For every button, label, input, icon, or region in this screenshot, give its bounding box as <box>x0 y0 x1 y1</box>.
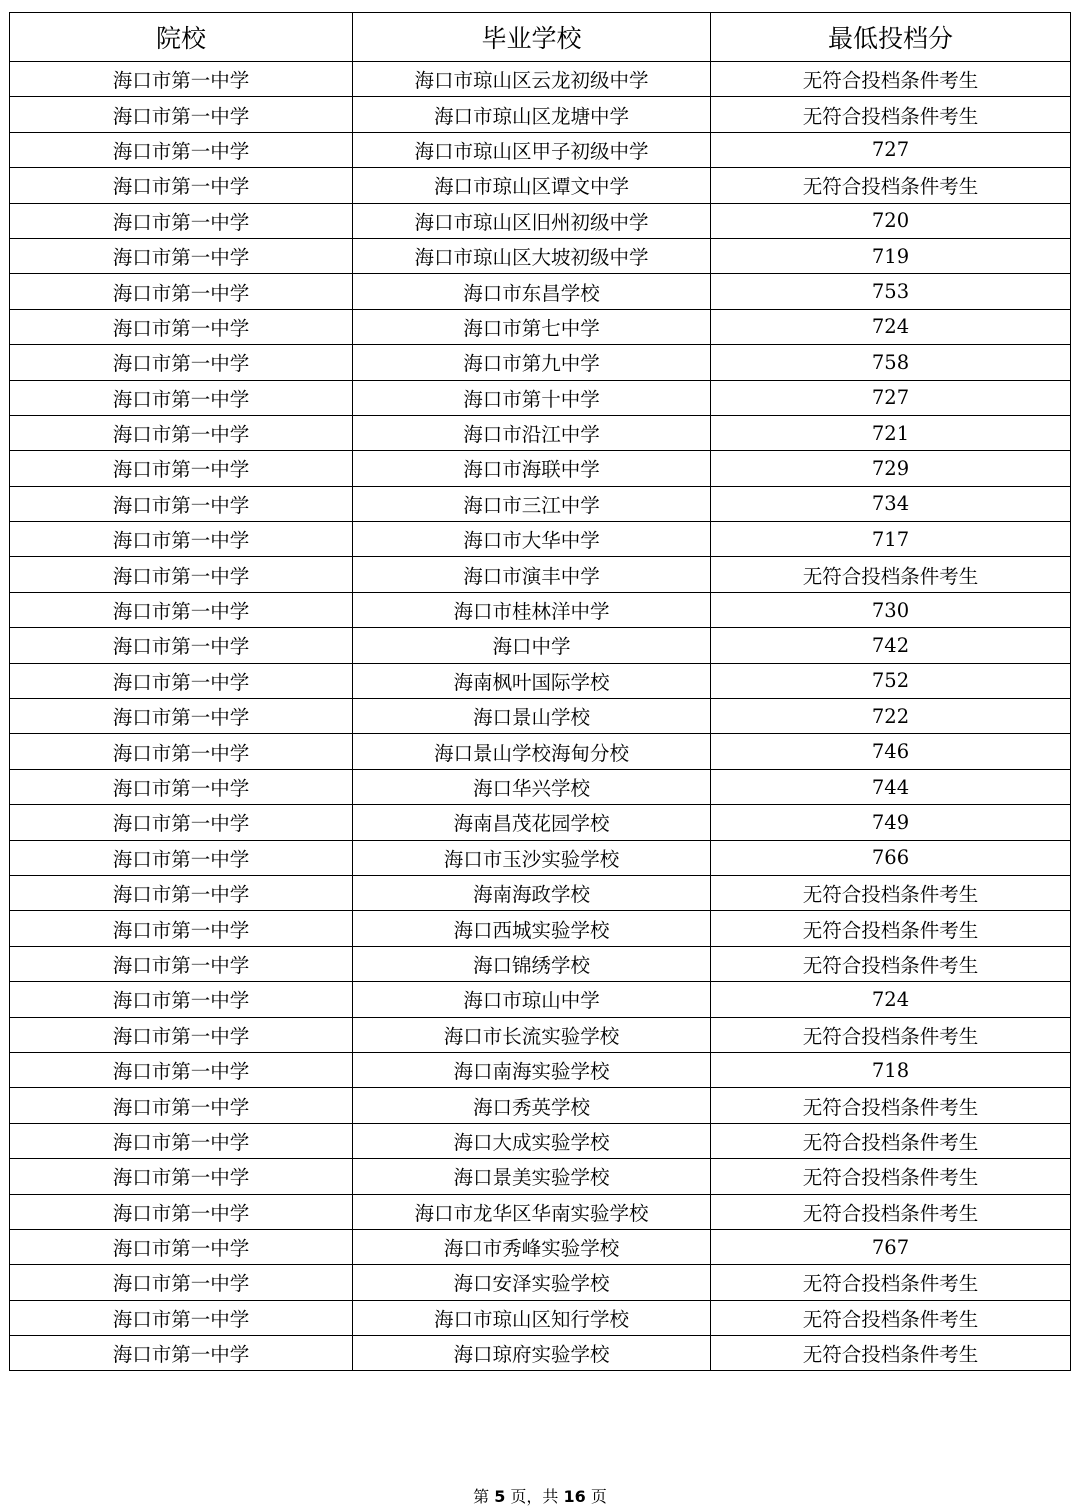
cell-graduation-school: 海口市玉沙实验学校 <box>353 840 711 875</box>
cell-institution: 海口市第一中学 <box>10 982 353 1017</box>
cell-min-score: 724 <box>711 982 1071 1017</box>
table-row <box>10 1229 1071 1264</box>
cell-institution: 海口市第一中学 <box>10 840 353 875</box>
table-row <box>10 1017 1071 1052</box>
cell-min-score: 无符合投档条件考生 <box>711 875 1071 910</box>
cell-institution: 海口市第一中学 <box>10 911 353 946</box>
cell-min-score: 721 <box>711 415 1071 450</box>
cell-institution: 海口市第一中学 <box>10 274 353 309</box>
table-row <box>10 628 1071 663</box>
table-row <box>10 345 1071 380</box>
cell-institution: 海口市第一中学 <box>10 132 353 167</box>
cell-graduation-school: 海口市大华中学 <box>353 522 711 557</box>
cell-graduation-school: 海口大成实验学校 <box>353 1123 711 1158</box>
cell-graduation-school: 海口市第十中学 <box>353 380 711 415</box>
table-row <box>10 274 1071 309</box>
cell-institution: 海口市第一中学 <box>10 415 353 450</box>
cell-institution: 海口市第一中学 <box>10 203 353 238</box>
cell-min-score: 722 <box>711 699 1071 734</box>
cell-institution: 海口市第一中学 <box>10 451 353 486</box>
cell-institution: 海口市第一中学 <box>10 238 353 273</box>
footer-suffix: 页 <box>590 1487 607 1506</box>
cell-min-score: 766 <box>711 840 1071 875</box>
cell-min-score: 无符合投档条件考生 <box>711 1265 1071 1300</box>
cell-graduation-school: 海口市桂林洋中学 <box>353 592 711 627</box>
cell-institution: 海口市第一中学 <box>10 734 353 769</box>
cell-institution: 海口市第一中学 <box>10 1336 353 1371</box>
cell-min-score: 无符合投档条件考生 <box>711 1123 1071 1158</box>
cell-min-score: 758 <box>711 345 1071 380</box>
cell-institution: 海口市第一中学 <box>10 1194 353 1229</box>
cell-graduation-school: 海口市琼山中学 <box>353 982 711 1017</box>
cell-institution: 海口市第一中学 <box>10 1159 353 1194</box>
footer-prefix: 第 <box>473 1487 490 1506</box>
cell-min-score: 749 <box>711 805 1071 840</box>
table-row <box>10 875 1071 910</box>
cell-graduation-school: 海口市沿江中学 <box>353 415 711 450</box>
cell-graduation-school: 海口市秀峰实验学校 <box>353 1229 711 1264</box>
cell-graduation-school: 海口景美实验学校 <box>353 1159 711 1194</box>
cell-institution: 海口市第一中学 <box>10 168 353 203</box>
cell-graduation-school: 海口秀英学校 <box>353 1088 711 1123</box>
table-row <box>10 699 1071 734</box>
cell-min-score: 无符合投档条件考生 <box>711 62 1071 97</box>
cell-graduation-school: 海口市琼山区甲子初级中学 <box>353 132 711 167</box>
cell-institution: 海口市第一中学 <box>10 805 353 840</box>
table-row <box>10 309 1071 344</box>
cell-institution: 海口市第一中学 <box>10 345 353 380</box>
cell-min-score: 717 <box>711 522 1071 557</box>
table-row <box>10 522 1071 557</box>
cell-min-score: 无符合投档条件考生 <box>711 97 1071 132</box>
cell-institution: 海口市第一中学 <box>10 1052 353 1087</box>
table-row <box>10 415 1071 450</box>
cell-graduation-school: 海口市三江中学 <box>353 486 711 521</box>
cell-graduation-school: 海口市第九中学 <box>353 345 711 380</box>
cell-graduation-school: 海口市琼山区旧州初级中学 <box>353 203 711 238</box>
cell-min-score: 720 <box>711 203 1071 238</box>
cell-graduation-school: 海口市琼山区大坡初级中学 <box>353 238 711 273</box>
table-row <box>10 805 1071 840</box>
table-row <box>10 1088 1071 1123</box>
cell-min-score: 无符合投档条件考生 <box>711 946 1071 981</box>
table-row <box>10 97 1071 132</box>
table-row <box>10 238 1071 273</box>
cell-graduation-school: 海口市东昌学校 <box>353 274 711 309</box>
cell-institution: 海口市第一中学 <box>10 663 353 698</box>
table-row <box>10 168 1071 203</box>
cell-graduation-school: 海口市第七中学 <box>353 309 711 344</box>
cell-graduation-school: 海口市琼山区知行学校 <box>353 1300 711 1335</box>
cell-graduation-school: 海口市琼山区谭文中学 <box>353 168 711 203</box>
cell-institution: 海口市第一中学 <box>10 1017 353 1052</box>
cell-min-score: 无符合投档条件考生 <box>711 1194 1071 1229</box>
table-row <box>10 769 1071 804</box>
cell-graduation-school: 海口琼府实验学校 <box>353 1336 711 1371</box>
cell-graduation-school: 海口景山学校海甸分校 <box>353 734 711 769</box>
cell-graduation-school: 海南昌茂花园学校 <box>353 805 711 840</box>
cell-institution: 海口市第一中学 <box>10 557 353 592</box>
header-min-score: 最低投档分 <box>711 13 1071 62</box>
footer-total-pages: 16 <box>563 1487 586 1506</box>
cell-graduation-school: 海口市演丰中学 <box>353 557 711 592</box>
table-body <box>10 62 1071 1371</box>
cell-min-score: 718 <box>711 1052 1071 1087</box>
cell-institution: 海口市第一中学 <box>10 1229 353 1264</box>
table-row <box>10 380 1071 415</box>
table-row <box>10 1265 1071 1300</box>
table-row <box>10 1159 1071 1194</box>
cell-institution: 海口市第一中学 <box>10 380 353 415</box>
table-row <box>10 557 1071 592</box>
table-row <box>10 1052 1071 1087</box>
cell-graduation-school: 海口中学 <box>353 628 711 663</box>
cell-institution: 海口市第一中学 <box>10 309 353 344</box>
cell-graduation-school: 海口市海联中学 <box>353 451 711 486</box>
cell-min-score: 727 <box>711 380 1071 415</box>
table-row <box>10 663 1071 698</box>
cell-min-score: 729 <box>711 451 1071 486</box>
cell-graduation-school: 海南枫叶国际学校 <box>353 663 711 698</box>
cell-institution: 海口市第一中学 <box>10 486 353 521</box>
cell-graduation-school: 海口南海实验学校 <box>353 1052 711 1087</box>
table-row <box>10 486 1071 521</box>
table-row <box>10 592 1071 627</box>
cell-institution: 海口市第一中学 <box>10 699 353 734</box>
cell-institution: 海口市第一中学 <box>10 946 353 981</box>
cell-graduation-school: 海口市龙华区华南实验学校 <box>353 1194 711 1229</box>
table-row <box>10 451 1071 486</box>
cell-min-score: 734 <box>711 486 1071 521</box>
footer-page-number: 5 <box>494 1487 506 1506</box>
cell-min-score: 730 <box>711 592 1071 627</box>
cell-graduation-school: 海口锦绣学校 <box>353 946 711 981</box>
header-institution: 院校 <box>10 13 353 62</box>
cell-institution: 海口市第一中学 <box>10 62 353 97</box>
cell-min-score: 727 <box>711 132 1071 167</box>
cell-min-score: 742 <box>711 628 1071 663</box>
cell-graduation-school: 海口安泽实验学校 <box>353 1265 711 1300</box>
cell-institution: 海口市第一中学 <box>10 1123 353 1158</box>
cell-graduation-school: 海口华兴学校 <box>353 769 711 804</box>
cell-min-score: 无符合投档条件考生 <box>711 557 1071 592</box>
cell-institution: 海口市第一中学 <box>10 628 353 663</box>
cell-min-score: 724 <box>711 309 1071 344</box>
table-row <box>10 840 1071 875</box>
cell-min-score: 746 <box>711 734 1071 769</box>
table-row <box>10 203 1071 238</box>
table-row <box>10 734 1071 769</box>
cell-institution: 海口市第一中学 <box>10 1088 353 1123</box>
table-row <box>10 1300 1071 1335</box>
cell-graduation-school: 海口景山学校 <box>353 699 711 734</box>
cell-min-score: 753 <box>711 274 1071 309</box>
table-row <box>10 62 1071 97</box>
cell-min-score: 无符合投档条件考生 <box>711 911 1071 946</box>
table-row <box>10 982 1071 1017</box>
table-row <box>10 911 1071 946</box>
cell-graduation-school: 海口西城实验学校 <box>353 911 711 946</box>
cell-institution: 海口市第一中学 <box>10 522 353 557</box>
table-row <box>10 132 1071 167</box>
header-graduation-school: 毕业学校 <box>353 13 711 62</box>
cell-institution: 海口市第一中学 <box>10 1300 353 1335</box>
table-row <box>10 1123 1071 1158</box>
cell-min-score: 无符合投档条件考生 <box>711 1088 1071 1123</box>
cell-graduation-school: 海口市长流实验学校 <box>353 1017 711 1052</box>
cell-institution: 海口市第一中学 <box>10 592 353 627</box>
cell-min-score: 767 <box>711 1229 1071 1264</box>
cell-institution: 海口市第一中学 <box>10 97 353 132</box>
cell-min-score: 752 <box>711 663 1071 698</box>
cell-min-score: 无符合投档条件考生 <box>711 1300 1071 1335</box>
page-footer <box>0 1484 1080 1507</box>
cell-graduation-school: 海口市琼山区云龙初级中学 <box>353 62 711 97</box>
cell-graduation-school: 海口市琼山区龙塘中学 <box>353 97 711 132</box>
table-row <box>10 1336 1071 1371</box>
admission-score-table <box>9 12 1071 1371</box>
cell-min-score: 无符合投档条件考生 <box>711 1159 1071 1194</box>
cell-institution: 海口市第一中学 <box>10 769 353 804</box>
cell-min-score: 无符合投档条件考生 <box>711 168 1071 203</box>
cell-graduation-school: 海南海政学校 <box>353 875 711 910</box>
cell-institution: 海口市第一中学 <box>10 1265 353 1300</box>
table-row <box>10 1194 1071 1229</box>
cell-min-score: 744 <box>711 769 1071 804</box>
footer-middle: 页，共 <box>510 1487 559 1506</box>
cell-min-score: 无符合投档条件考生 <box>711 1336 1071 1371</box>
table-row <box>10 946 1071 981</box>
cell-institution: 海口市第一中学 <box>10 875 353 910</box>
cell-min-score: 719 <box>711 238 1071 273</box>
cell-min-score: 无符合投档条件考生 <box>711 1017 1071 1052</box>
table-header-row <box>10 13 1071 62</box>
